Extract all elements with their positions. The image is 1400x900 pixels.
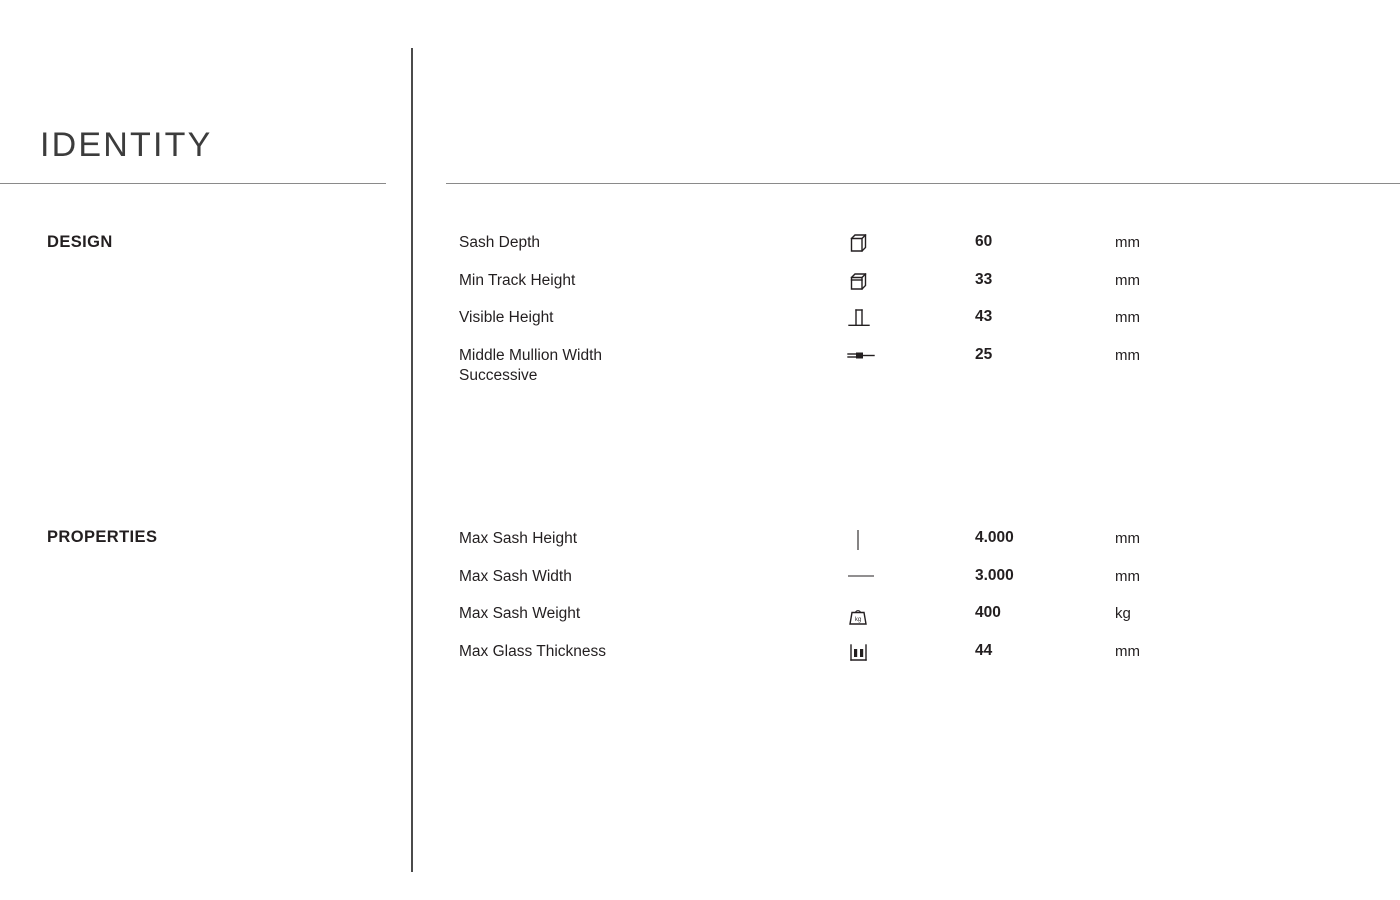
spec-value: 400: [975, 604, 1001, 621]
spec-row: [459, 226, 1400, 264]
spec-label-text: Middle Mullion Width: [459, 346, 602, 364]
spec-label: [459, 301, 839, 328]
spec-label: [459, 339, 839, 386]
spec-label-text: Max Sash Height: [459, 530, 578, 547]
spec-unit: mm: [1115, 234, 1140, 251]
spec-label-text-second-line: Successive: [459, 366, 538, 384]
spec-unit: mm: [1115, 567, 1140, 585]
weight-kg-icon: [839, 597, 975, 629]
svg-text:kg: kg: [854, 617, 862, 623]
spec-unit: kg: [1115, 605, 1131, 622]
spec-value: 43: [975, 308, 993, 325]
spec-unit: mm: [1115, 309, 1140, 326]
section-label-properties: PROPERTIES: [47, 528, 158, 546]
spec-unit: mm: [1115, 271, 1140, 289]
spec-unit: mm: [1115, 346, 1140, 364]
spec-label-text: Max Sash Weight: [459, 605, 581, 622]
spec-value: 4.000: [975, 529, 1014, 546]
spec-label-text: Min Track Height: [459, 271, 576, 289]
spec-row: [459, 522, 1400, 560]
spec-group-properties: [459, 522, 1400, 672]
spec-group-design: [459, 226, 1400, 384]
spec-label: [459, 522, 839, 549]
spec-value: 3.000: [975, 566, 1014, 584]
vertical-line-icon: [839, 522, 975, 554]
column-divider: [411, 48, 413, 872]
spec-row: [459, 597, 1400, 635]
spec-value: 60: [975, 233, 993, 250]
spec-label: [459, 597, 839, 624]
section-label-design: DESIGN: [47, 233, 113, 251]
spec-label-text: Visible Height: [459, 309, 554, 326]
spec-label-text: Max Sash Width: [459, 567, 572, 585]
spec-row: [459, 301, 1400, 339]
spec-row: [459, 264, 1400, 302]
visible-height-icon: [839, 301, 975, 331]
left-column: [0, 0, 410, 900]
page-title: IDENTITY: [40, 126, 213, 164]
title-divider-left: [0, 183, 386, 184]
spec-label: [459, 635, 839, 662]
spec-unit: mm: [1115, 642, 1140, 660]
spec-value: 33: [975, 270, 993, 288]
spec-value: 25: [975, 345, 993, 363]
title-divider-right: [446, 183, 1400, 184]
glass-thickness-icon: [839, 635, 975, 665]
right-column: [446, 0, 1400, 900]
horizontal-line-icon: [839, 560, 975, 586]
spec-row: [459, 635, 1400, 673]
spec-label-text: Max Glass Thickness: [459, 642, 607, 660]
spec-value: 44: [975, 641, 993, 659]
cube-track-icon: [839, 264, 975, 294]
spec-label: [459, 264, 839, 291]
spec-row: [459, 339, 1400, 384]
spec-label: [459, 560, 839, 587]
spec-label-text: Sash Depth: [459, 234, 540, 251]
cube-depth-icon: [839, 226, 975, 256]
mullion-width-icon: [839, 339, 975, 365]
spec-unit: mm: [1115, 530, 1140, 547]
spec-row: [459, 560, 1400, 598]
spec-label: [459, 226, 839, 253]
